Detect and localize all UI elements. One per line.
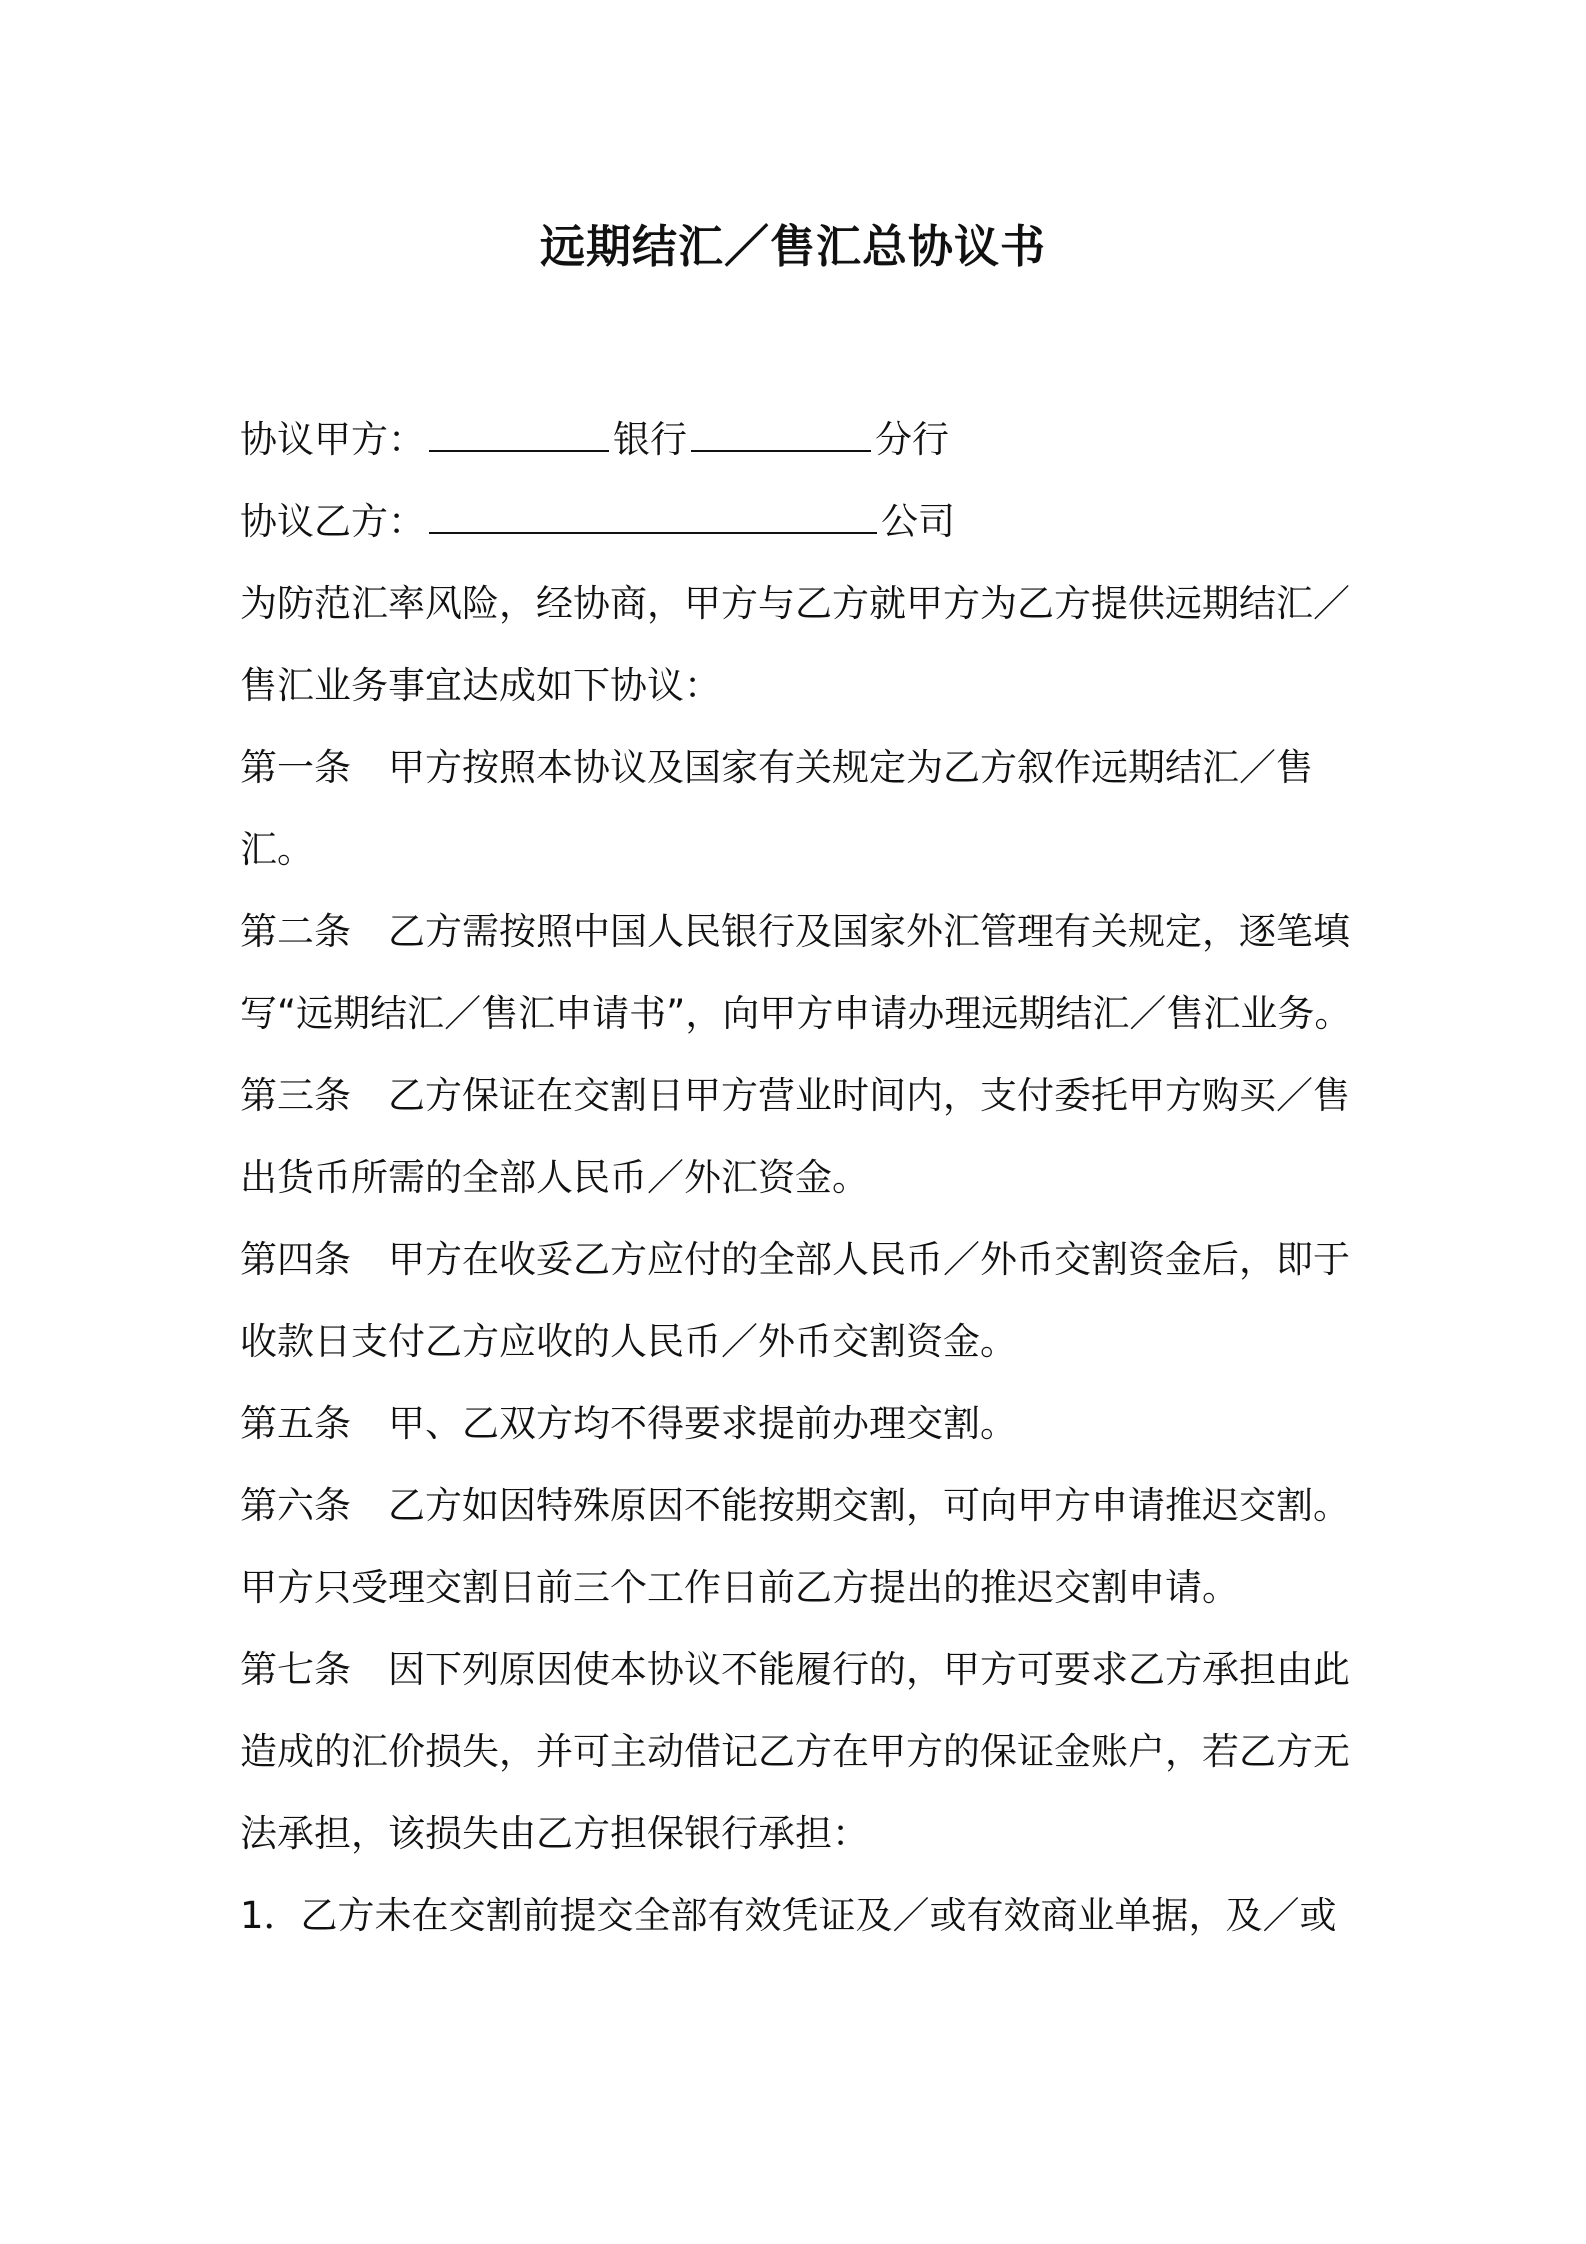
party-b-company-text: 公司 xyxy=(881,500,955,543)
article-1-line: 第一条 甲方按照本协议及国家有关规定为乙方叙作远期结汇／售 xyxy=(240,746,1313,789)
text-line: 收款日支付乙方应收的人民币／外币交割资金。 xyxy=(240,1320,1017,1363)
party-b-line xyxy=(240,487,955,557)
document-title: 远期结汇／售汇总协议书 xyxy=(539,220,1046,273)
article-5-line: 第五条 甲、乙双方均不得要求提前办理交割。 xyxy=(240,1402,1017,1445)
text-line: 法承担，该损失由乙方担保银行承担： xyxy=(240,1812,869,1855)
text-line: 造成的汇价损失，并可主动借记乙方在甲方的保证金账户，若乙方无 xyxy=(240,1730,1350,1773)
article-2-line: 第二条 乙方需按照中国人民银行及国家外汇管理有关规定，逐笔填 xyxy=(240,910,1350,953)
party-a-line xyxy=(240,405,949,475)
text-line: 汇。 xyxy=(240,828,314,871)
party-a-bank-blank[interactable] xyxy=(429,422,609,452)
article-3-line: 第三条 乙方保证在交割日甲方营业时间内，支付委托甲方购买／售 xyxy=(240,1074,1350,1117)
text-line: 写“远期结汇／售汇申请书”，向甲方申请办理远期结汇／售汇业务。 xyxy=(240,992,1352,1035)
text-line: 售汇业务事宜达成如下协议： xyxy=(240,664,721,707)
party-a-bank-text: 银行 xyxy=(613,418,687,461)
party-b-label: 协议乙方： xyxy=(240,500,425,543)
party-a-branch-blank[interactable] xyxy=(691,422,871,452)
party-a-branch-text: 分行 xyxy=(875,418,949,461)
clause-1-line: 1．乙方未在交割前提交全部有效凭证及／或有效商业单据，及／或 xyxy=(240,1894,1337,1937)
text-line: 出货币所需的全部人民币／外汇资金。 xyxy=(240,1156,869,1199)
party-a-label: 协议甲方： xyxy=(240,418,425,461)
party-b-company-blank[interactable] xyxy=(429,504,877,534)
article-4-line: 第四条 甲方在收妥乙方应付的全部人民币／外币交割资金后，即于 xyxy=(240,1238,1350,1281)
text-line: 甲方只受理交割日前三个工作日前乙方提出的推迟交割申请。 xyxy=(240,1566,1239,1609)
text-line: 为防范汇率风险，经协商，甲方与乙方就甲方为乙方提供远期结汇／ xyxy=(240,582,1350,625)
article-7-line: 第七条 因下列原因使本协议不能履行的，甲方可要求乙方承担由此 xyxy=(240,1648,1350,1691)
article-6-line: 第六条 乙方如因特殊原因不能按期交割，可向甲方申请推迟交割。 xyxy=(240,1484,1350,1527)
